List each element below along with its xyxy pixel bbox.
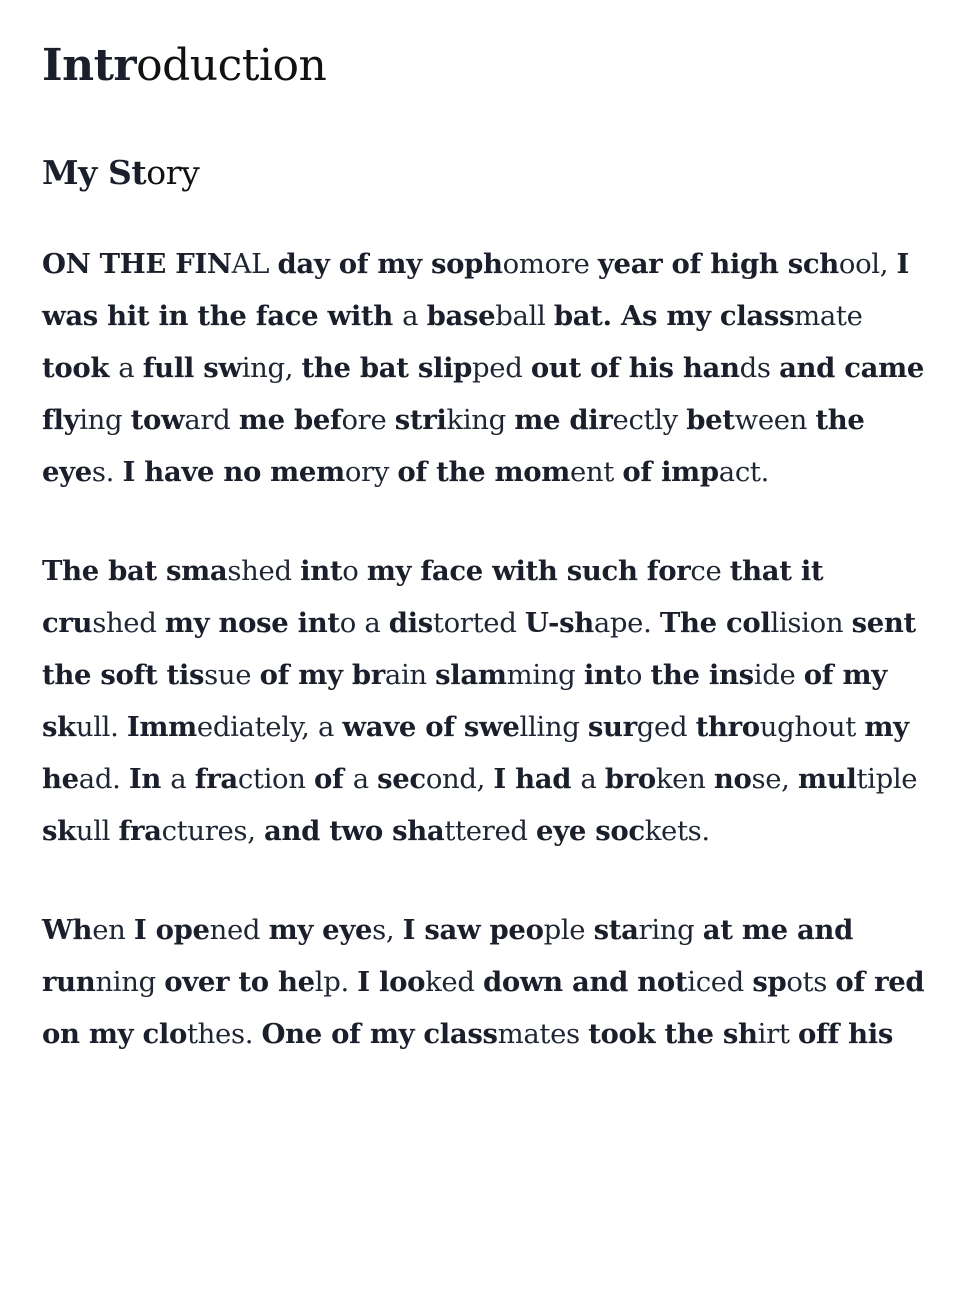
text-run: ard — [184, 404, 239, 436]
text-run: ots — [786, 966, 836, 998]
text-run-bold: day of my soph — [277, 248, 503, 280]
text-run-bold: sp — [752, 966, 787, 998]
text-run: ttered — [444, 815, 537, 847]
text-run: ming — [506, 659, 584, 691]
text-run: shed — [92, 607, 165, 639]
text-run: a — [580, 763, 605, 795]
text-run: irt — [757, 1018, 798, 1050]
text-run: a — [170, 763, 195, 795]
text-run-bold: out of his han — [530, 352, 740, 384]
text-run: ken — [655, 763, 714, 795]
text-run: shed — [227, 555, 301, 587]
text-run: a — [352, 763, 378, 795]
text-run-bold: ON THE FIN — [42, 248, 232, 280]
text-run-bold: off his — [797, 1018, 894, 1050]
text-run-bold: of the mom — [397, 456, 570, 488]
text-run-bold: I saw peo — [402, 914, 544, 946]
text-run-bold: int — [300, 555, 343, 587]
text-run-bold: down and not — [482, 966, 688, 998]
text-run: ide — [753, 659, 804, 691]
text-run-bold: my he — [42, 711, 909, 795]
text-run-bold: The col — [659, 607, 771, 639]
text-run: se, — [751, 763, 798, 795]
text-run-bold: sur — [587, 711, 637, 743]
paragraph-2 — [42, 545, 934, 857]
text-run: ull — [75, 815, 119, 847]
chapter-title-regular-part: oduction — [136, 40, 327, 91]
text-run-bold: bro — [604, 763, 656, 795]
text-run-bold: no — [713, 763, 752, 795]
text-run: AL — [231, 248, 278, 280]
text-run-bold: and came fly — [42, 352, 925, 436]
text-run-bold: took — [42, 352, 119, 384]
text-run: act. — [718, 456, 769, 488]
text-run-bold: of red on my clo — [42, 966, 925, 1050]
text-run-bold: of my br — [259, 659, 385, 691]
text-run: king — [446, 404, 515, 436]
text-run-bold: wave of swe — [342, 711, 520, 743]
text-run-bold: Imm — [126, 711, 197, 743]
text-run-bold: tow — [130, 404, 185, 436]
text-run: ctures, — [161, 815, 264, 847]
text-run: ring — [638, 914, 703, 946]
section-title-bold-part: My St — [42, 153, 147, 192]
text-run: ped — [472, 352, 531, 384]
text-run-bold: year of high sch — [597, 248, 839, 280]
text-run-bold: of my sk — [42, 659, 887, 743]
text-run: lp. — [314, 966, 358, 998]
text-run: ain — [384, 659, 436, 691]
text-run-bold: I had — [493, 763, 581, 795]
text-run: s. — [91, 456, 123, 488]
text-run: ing — [79, 404, 131, 436]
text-run-bold: the ins — [650, 659, 754, 691]
text-run: thes. — [186, 1018, 262, 1050]
text-run: ned — [209, 914, 269, 946]
text-run-bold: of — [313, 763, 353, 795]
text-run: ull. — [75, 711, 127, 743]
text-run: ool, — [838, 248, 897, 280]
text-run: mates — [497, 1018, 589, 1050]
text-run-bold: that it cru — [42, 555, 824, 639]
text-run: ce — [690, 555, 730, 587]
text-run: ent — [569, 456, 623, 488]
text-run-bold: me bef — [238, 404, 342, 436]
text-run: ape. — [593, 607, 660, 639]
text-run: ectly — [612, 404, 687, 436]
text-run-bold: my nose int — [164, 607, 340, 639]
text-run-bold: I have no mem — [122, 456, 345, 488]
text-run: ball — [495, 300, 554, 332]
text-run-bold: eye soc — [536, 815, 645, 847]
text-run: ple — [543, 914, 594, 946]
text-run-bold: dis — [388, 607, 433, 639]
text-run: ds — [739, 352, 780, 384]
text-run: o a — [339, 607, 389, 639]
text-run-bold: fra — [194, 763, 238, 795]
text-run-bold: In — [128, 763, 171, 795]
text-run: ughout — [759, 711, 865, 743]
text-run: omore — [502, 248, 598, 280]
text-run: ediately, a — [196, 711, 343, 743]
text-run: en — [92, 914, 134, 946]
text-run-bold: over to he — [164, 966, 315, 998]
section-title-regular-part: ory — [146, 153, 200, 192]
text-run-bold: base — [426, 300, 496, 332]
text-run: kets. — [644, 815, 710, 847]
text-run-bold: bet — [686, 404, 735, 436]
text-run-bold: slam — [435, 659, 507, 691]
text-run-bold: my eye — [268, 914, 373, 946]
text-run: lision — [770, 607, 852, 639]
paragraph-1 — [42, 238, 934, 498]
text-run: ore — [341, 404, 395, 436]
text-run-bold: Wh — [42, 914, 93, 946]
text-run-bold: mul — [797, 763, 857, 795]
text-run-bold: stri — [394, 404, 447, 436]
text-run-bold: sta — [593, 914, 639, 946]
text-run: ged — [636, 711, 696, 743]
text-run-bold: U-sh — [524, 607, 594, 639]
text-run-bold: One of my class — [261, 1018, 498, 1050]
text-run: torted — [432, 607, 525, 639]
text-run: sue — [204, 659, 260, 691]
text-run-bold: sent the soft tis — [42, 607, 916, 691]
text-run-bold: and two sha — [263, 815, 445, 847]
text-run: ond, — [425, 763, 494, 795]
text-run: lling — [519, 711, 588, 743]
text-run-bold: my face with such for — [366, 555, 691, 587]
text-run-bold: the eye — [42, 404, 865, 488]
text-run-bold: I ope — [133, 914, 210, 946]
text-run-bold: thro — [695, 711, 760, 743]
text-run-bold: sk — [42, 815, 76, 847]
text-run: mate — [794, 300, 863, 332]
text-run: ing, — [241, 352, 302, 384]
text-run: ning — [95, 966, 165, 998]
text-run-bold: fra — [118, 815, 162, 847]
text-run: iced — [687, 966, 753, 998]
text-run: ween — [734, 404, 816, 436]
paragraph-3 — [42, 904, 934, 1060]
text-run-bold: bat. As my class — [553, 300, 795, 332]
text-run: a — [118, 352, 143, 384]
text-run: ory — [344, 456, 398, 488]
text-run-bold: me dir — [514, 404, 613, 436]
text-run: o — [342, 555, 367, 587]
text-run-bold: int — [583, 659, 626, 691]
text-run-bold: took the sh — [588, 1018, 758, 1050]
text-run: ad. — [78, 763, 129, 795]
text-run-bold: I was hit in the face with — [42, 248, 910, 332]
text-run: s, — [372, 914, 403, 946]
text-run: tiple — [856, 763, 918, 795]
chapter-title-bold-part: Intr — [42, 40, 137, 91]
text-run: ction — [237, 763, 314, 795]
text-run-bold: sec — [377, 763, 426, 795]
text-run: ked — [425, 966, 483, 998]
text-run-bold: The bat sma — [42, 555, 228, 587]
text-run: o — [625, 659, 651, 691]
chapter-title — [42, 36, 934, 96]
text-run-bold: full sw — [142, 352, 242, 384]
text-run-bold: the bat slip — [301, 352, 473, 384]
text-run: a — [402, 300, 427, 332]
text-run-bold: at me and run — [42, 914, 853, 998]
section-title — [42, 150, 934, 196]
text-run-bold: I loo — [357, 966, 426, 998]
text-run-bold: of imp — [622, 456, 719, 488]
